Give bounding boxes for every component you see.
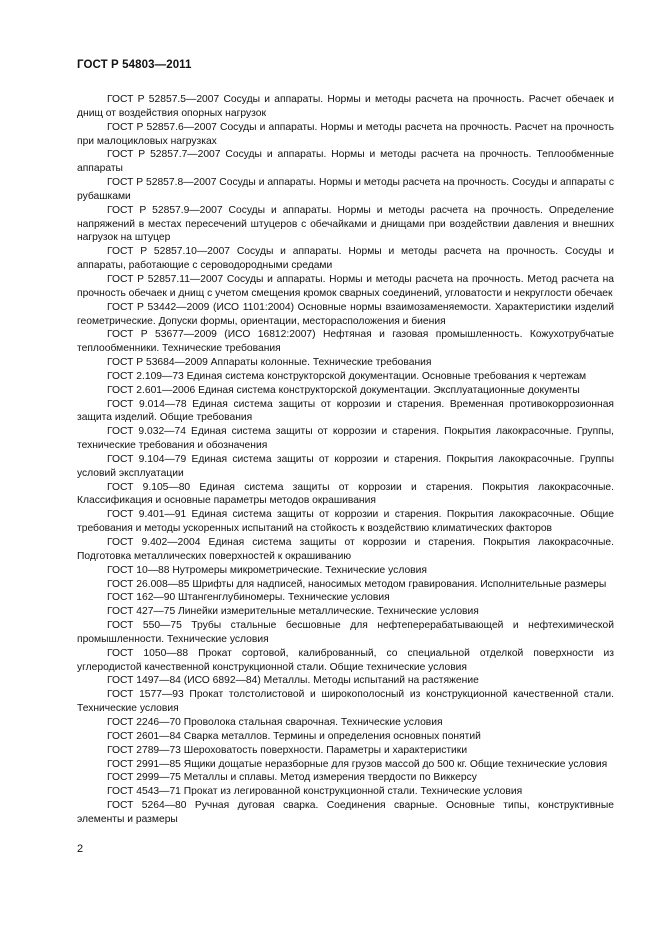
reference-entry: ГОСТ Р 52857.8—2007 Сосуды и аппараты. Нормы и методы расчета на прочность. Сосуды и аппараты с рубашками [77,177,614,202]
reference-entry: ГОСТ 9.105—80 Единая система защиты от коррозии и старения. Покрытия лакокрасочные. Классификация и основные параметры методов окрашивания [77,481,614,507]
reference-entry: ГОСТ 9.014—78 Единая система защиты от коррозии и старения. Временная противокоррозионная защита изделий. Общие требования [77,398,614,424]
reference-entry: ГОСТ 2.601—2006 Единая система конструкторской документации. Эксплуатационные документы [107,384,580,396]
reference-entry: ГОСТ Р 53684—2009 Аппараты колонные. Технические требования [107,357,432,369]
reference-entry: ГОСТ Р 52857.5—2007 Сосуды и аппараты. Нормы и методы расчета на прочность. Расчет обечаек и днищ от воздействия опорных нагрузок [77,94,614,119]
reference-entry: ГОСТ 427—75 Линейки измерительные металлические. Технические условия [107,606,479,618]
reference-entry: ГОСТ 2.109—73 Единая система конструкторской документации. Основные требования к чертежам [107,370,587,382]
reference-entry: ГОСТ 9.402—2004 Единая система защиты от коррозии и старения. Покрытия лакокрасочные. Подготовка металлических поверхностей к окрашиванию [77,537,614,562]
reference-entry: ГОСТ 9.032—74 Единая система защиты от коррозии и старения. Покрытия лакокрасочные. Группы, технические требования и обозначения [77,426,614,452]
page-number: 2 [77,843,84,855]
reference-entry: ГОСТ 2991—85 Ящики дощатые неразборные для грузов массой до 500 кг. Общие технические условия [107,758,608,770]
reference-entry: ГОСТ 1497—84 (ИСО 6892—84) Металлы. Методы испытаний на растяжение [107,675,479,687]
reference-entry: ГОСТ 2601—84 Сварка металлов. Термины и определения основных понятий [107,730,481,742]
reference-entry: ГОСТ 1050—88 Прокат сортовой, калиброванный, со специальной отделкой поверхности из углеродистой качественной конструкционной стали. Общие технические условия [77,647,614,673]
reference-entry: ГОСТ 2789—73 Шероховатость поверхности. Параметры и характеристики [107,744,468,756]
reference-entry: ГОСТ 26.008—85 Шрифты для надписей, наносимых методом гравирования. Исполнительные размеры [107,578,607,590]
reference-entry: ГОСТ 550—75 Трубы стальные бесшовные для нефтеперерабатывающей и нефтехимической промышленности. Технические условия [77,620,614,645]
reference-entry: ГОСТ Р 52857.11—2007 Сосуды и аппараты. Нормы и методы расчета на прочность. Метод расчета на прочность обечаек и днищ с учетом смещения кромок сварных соединений, угловатости и некруглости обечаек [77,273,614,299]
reference-entry: ГОСТ Р 53442—2009 (ИСО 1101:2004) Основные нормы взаимозаменяемости. Характеристики изделий геометрические. Допуски формы, ориентации, месторасположения и биения [77,301,614,327]
document-header: ГОСТ Р 54803—2011 [77,59,192,71]
reference-entry: ГОСТ 2246—70 Проволока стальная сварочная. Технические условия [107,716,443,728]
reference-list [77,93,614,827]
reference-entry: ГОСТ Р 52857.10—2007 Сосуды и аппараты. Нормы и методы расчета на прочность. Сосуды и аппараты, работающие с сероводородными средами [77,246,614,272]
reference-entry: ГОСТ Р 52857.6—2007 Сосуды и аппараты. Нормы и методы расчета на прочность. Расчет на прочность при малоцикловых нагрузках [77,121,614,147]
reference-entry: ГОСТ 4543—71 Прокат из легированной конструкционной стали. Технические условия [107,786,523,798]
reference-entry: ГОСТ Р 52857.7—2007 Сосуды и аппараты. Нормы и методы расчета на прочность. Теплообменные аппараты [77,149,614,175]
reference-entry: ГОСТ 162—90 Штангенглубиномеры. Технические условия [107,592,390,604]
reference-entry: ГОСТ 10—88 Нутромеры микрометрические. Технические условия [107,564,427,576]
reference-entry: ГОСТ Р 53677—2009 (ИСО 16812:2007) Нефтяная и газовая промышленность. Кожухотрубчатые теплообменники. Технические требования [77,329,614,355]
reference-entry: ГОСТ Р 52857.9—2007 Сосуды и аппараты. Нормы и методы расчета на прочность. Определение напряжений в местах пересечений штуцеров с обечайками и днищами при воздействии давления и внешних нагрузок на штуцер [77,204,614,244]
reference-entry: ГОСТ 9.401—91 Единая система защиты от коррозии и старения. Покрытия лакокрасочные. Общие требования и методы ускоренных испытаний на стойкость к воздействию климатических факторов [77,509,614,535]
reference-entry: ГОСТ 2999—75 Металлы и сплавы. Метод измерения твердости по Виккерсу [107,772,477,784]
reference-entry: ГОСТ 5264—80 Ручная дуговая сварка. Соединения сварные. Основные типы, конструктивные элементы и размеры [77,800,614,825]
reference-entry: ГОСТ 1577—93 Прокат толстолистовой и широкополосный из конструкционной качественной стали. Технические условия [77,689,614,715]
reference-entry: ГОСТ 9.104—79 Единая система защиты от коррозии и старения. Покрытия лакокрасочные. Группы условий эксплуатации [77,453,614,479]
